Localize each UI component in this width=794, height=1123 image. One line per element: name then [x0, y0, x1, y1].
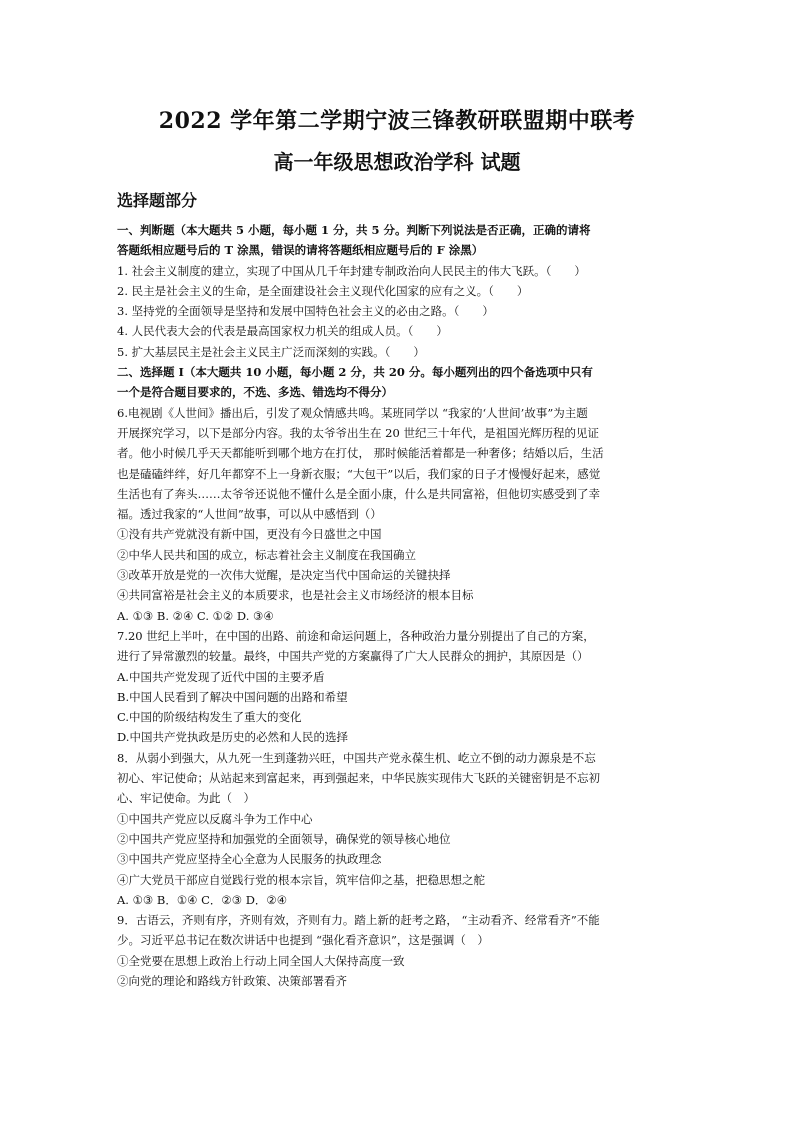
question-6-stem: 生活也有了奔头……太爷爷还说他不懂什么是全面小康，什么是共同富裕，但他切实感受到了幸: [117, 486, 600, 501]
question-8-stem: 初心、牢记使命；从站起来到富起来，再到强起来，中华民族实现伟大飞跃的关键密钥是不忘初: [117, 771, 600, 786]
question-6-stem: 6.电视剧《人世间》播出后，引发了观众情感共鸣。某班同学以 “我家的‘人世间’故事”为主题: [117, 405, 588, 420]
option-statement: ①全党要在思想上政治上行动上同全国人大保持高度一致: [117, 953, 405, 968]
answer-choice: C.中国的阶级结构发生了重大的变化: [117, 710, 302, 725]
section-heading: 选择题部分: [117, 191, 198, 210]
answer-choice: D.中国共产党执政是历史的必然和人民的选择: [117, 730, 348, 745]
question-7-stem: 进行了异常激烈的较量。最终，中国共产党的方案赢得了广大人民群众的拥护，其原因是（）: [117, 649, 589, 664]
question-6-stem: 福。透过我家的“人世间”故事，可以从中感悟到（）: [117, 507, 382, 522]
part2-instruction-cont: 一个是符合题目要求的，不选、多选、错选均不得分）: [117, 385, 393, 400]
answer-choice: B.中国人民看到了解决中国问题的出路和希望: [117, 689, 348, 704]
question-1: 1. 社会主义制度的建立，实现了中国从几千年封建专制政治向人民民主的伟大飞跃。（ ）: [117, 263, 586, 278]
option-statement: ②中华人民共和国的成立，标志着社会主义制度在我国确立: [117, 547, 416, 562]
answer-choice: A.中国共产党发现了近代中国的主要矛盾: [117, 669, 325, 684]
question-3: 3. 坚持党的全面领导是坚持和发展中国特色社会主义的必由之路。（ ）: [117, 304, 494, 319]
option-statement: ②向党的理论和路线方针政策、决策部署看齐: [117, 973, 347, 988]
answer-choices: A. ①③ B. ②④ C. ①② D. ③④: [117, 608, 274, 623]
question-5: 5. 扩大基层民主是社会主义民主广泛而深刻的实践。（ ）: [117, 344, 425, 359]
option-statement: ③改革开放是党的一次伟大觉醒，是决定当代中国命运的关键抉择: [117, 568, 451, 583]
exam-title: 2022 学年第二学期宁波三锋教研联盟期中联考: [158, 108, 636, 134]
answer-choices: A. ①③ B．①④ C．②③ D．②④: [117, 892, 288, 907]
option-statement: ④广大党员干部应自觉践行党的根本宗旨，筑牢信仰之基，把稳思想之舵: [117, 872, 485, 887]
question-body: [117, 220, 677, 991]
option-statement: ④共同富裕是社会主义的本质要求，也是社会主义市场经济的根本目标: [117, 588, 474, 603]
option-statement: ①没有共产党就没有新中国，更没有今日盛世之中国: [117, 527, 382, 542]
option-statement: ①中国共产党应以反腐斗争为工作中心: [117, 811, 313, 826]
question-8-stem: 心、牢记使命。为此（ ）: [117, 791, 255, 806]
question-6-stem: 者。他小时候几乎天天都能听到哪个地方在打仗， 那时候能活着都是一种奢侈；结婚以后，生活: [117, 446, 604, 461]
exam-subtitle: 高一年级思想政治学科 试题: [273, 150, 521, 174]
option-statement: ③中国共产党应坚持全心全意为人民服务的执政理念: [117, 852, 382, 867]
question-9-stem: 少。习近平总书记在数次讲话中也提到 “强化看齐意识”，这是强调（ ）: [117, 933, 489, 948]
part1-instruction-cont: 答题纸相应题号后的 T 涂黑，错误的请将答题纸相应题号后的 F 涂黑）: [117, 243, 484, 258]
option-statement: ②中国共产党应坚持和加强党的全面领导，确保党的领导核心地位: [117, 831, 451, 846]
question-6-stem: 也是磕磕绊绊，好几年都穿不上一身新衣服；“大包干”以后，我们家的日子才慢慢好起来，感觉: [117, 466, 601, 481]
question-7-stem: 7.20 世纪上半叶，在中国的出路、前途和命运问题上，各种政治力量分别提出了自己的方案，: [117, 628, 595, 643]
question-2: 2. 民主是社会主义的生命，是全面建设社会主义现代化国家的应有之义。（ ）: [117, 283, 529, 298]
question-9-stem: 9．古语云，齐则有序，齐则有效，齐则有力。踏上新的赶考之路， “主动看齐、经常看齐”不能: [117, 913, 600, 928]
question-6-stem: 开展探究学习，以下是部分内容。我的太爷爷出生在 20 世纪三十年代，是祖国光辉历程的见证: [117, 425, 599, 440]
part2-instruction: 二、选择题 I（本大题共 10 小题，每小题 2 分，共 20 分。每小题列出的四个备选项中只有: [117, 365, 593, 380]
question-8-stem: 8．从弱小到强大，从九死一生到蓬勃兴旺，中国共产党永葆生机、屹立不倒的动力源泉是不忘: [117, 750, 596, 765]
part1-instruction: 一、判断题（本大题共 5 小题，每小题 1 分，共 5 分。判断下列说法是否正确，正确的请将: [117, 223, 591, 237]
question-4: 4. 人民代表大会的代表是最高国家权力机关的组成人员。（ ）: [117, 324, 448, 339]
